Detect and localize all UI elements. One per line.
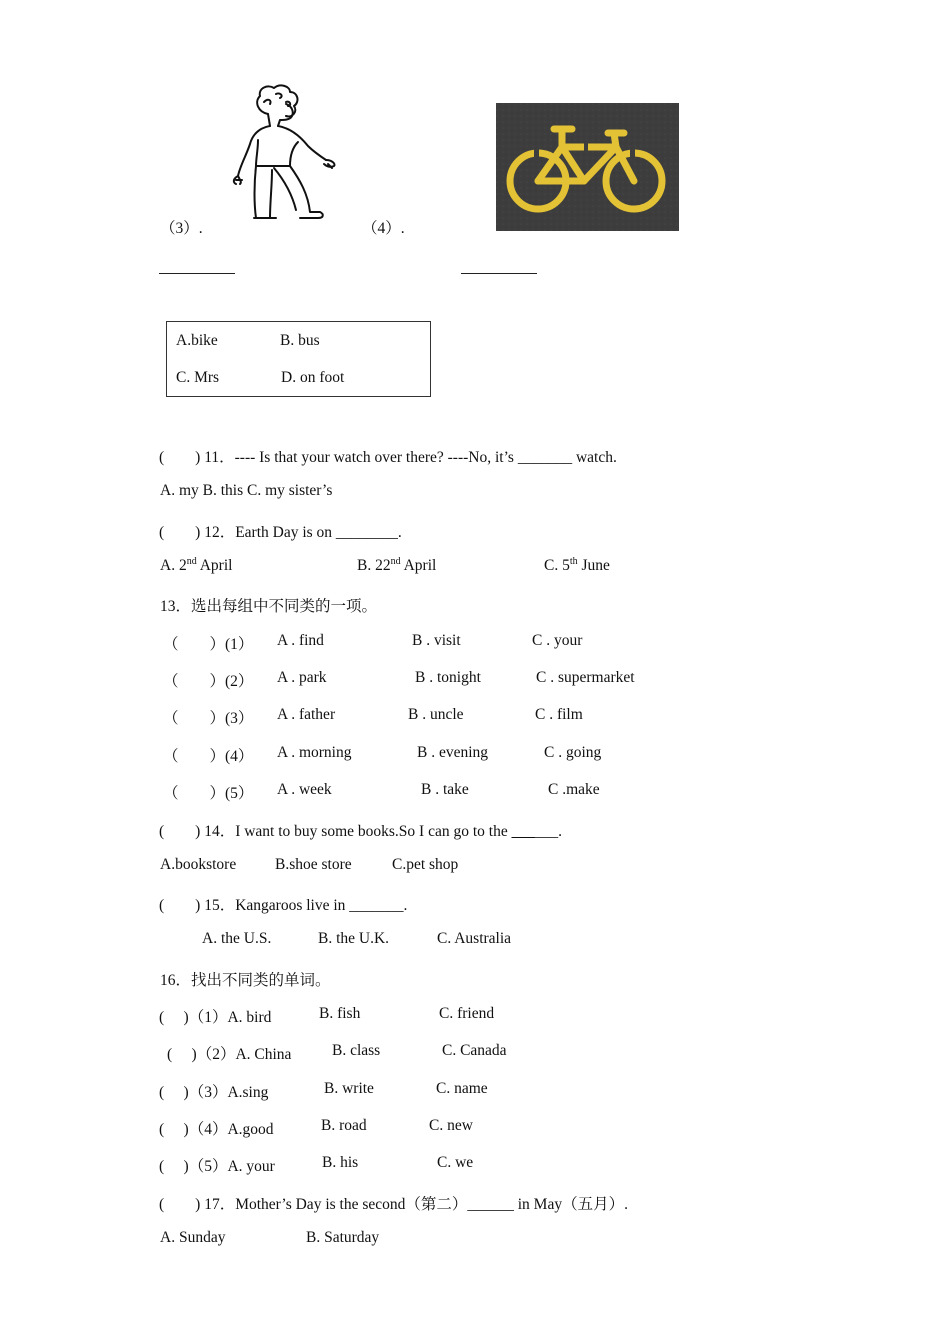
question-16-title: 16．找出不同类的单词。 xyxy=(160,972,331,989)
question-12: ( ) 12．Earth Day is on ________. xyxy=(159,524,402,541)
q14-option-a: A.bookstore xyxy=(160,856,237,873)
q13-row-4-paren: （ ）(4） xyxy=(163,748,254,765)
bike-sign-icon xyxy=(496,103,679,231)
q13-row-5-a: A . week xyxy=(277,781,332,798)
q16-row-1-a: ( )（1）A. bird xyxy=(159,1009,272,1026)
q16-row-2-c: C. Canada xyxy=(442,1042,507,1059)
q16-row-4-a: ( )（4）A.good xyxy=(159,1121,274,1138)
q15-option-a: A. the U.S. xyxy=(202,930,272,947)
question-13-title: 13．选出每组中不同类的一项。 xyxy=(160,598,378,615)
q13-row-2-a: A . park xyxy=(277,669,327,686)
q14-option-c: C.pet shop xyxy=(392,856,459,873)
q16-row-3-c: C. name xyxy=(436,1080,488,1097)
question-12-option-b: B. 22nd April xyxy=(357,556,437,574)
q4-label: （4）. xyxy=(362,220,405,237)
q13-row-3-c: C . film xyxy=(535,706,583,723)
walking-person-icon xyxy=(228,84,343,226)
question-12-option-c: C. 5th June xyxy=(544,556,610,574)
q13-row-3-a: A . father xyxy=(277,706,336,723)
q13-row-3-b: B . uncle xyxy=(408,706,464,723)
question-11: ( ) 11．---- Is that your watch over there? ----No, it’s _______ watch. xyxy=(159,449,617,466)
q13-row-1-c: C . your xyxy=(532,632,583,649)
q17-option-b: B. Saturday xyxy=(306,1229,380,1246)
option-a-bike: A.bike xyxy=(176,332,218,349)
q16-row-2-b: B. class xyxy=(332,1042,381,1059)
q13-row-5-b: B . take xyxy=(421,781,469,798)
question-17: ( ) 17．Mother’s Day is the second（第二）______ in May（五月）. xyxy=(159,1196,628,1213)
answer-blank-4[interactable] xyxy=(461,273,537,274)
question-11-options: A. my B. this C. my sister’s xyxy=(160,482,333,499)
q13-row-1-paren: （ ）(1） xyxy=(163,636,254,653)
q13-row-2-b: B . tonight xyxy=(415,669,481,686)
q16-row-1-b: B. fish xyxy=(319,1005,361,1022)
option-d-on-foot: D. on foot xyxy=(281,369,345,386)
q13-row-4-a: A . morning xyxy=(277,744,352,761)
q13-row-3-paren: （ ）(3） xyxy=(163,710,254,727)
q14-blank: ___ xyxy=(511,823,535,840)
option-b-bus: B. bus xyxy=(280,332,320,349)
q17-option-a: A. Sunday xyxy=(160,1229,226,1246)
question-12-option-a: A. 2nd April xyxy=(160,556,233,574)
q3-label: （3）. xyxy=(160,220,203,237)
q13-row-4-b: B . evening xyxy=(417,744,489,761)
q13-row-2-paren: （ ）(2） xyxy=(163,673,254,690)
q16-row-5-a: ( )（5）A. your xyxy=(159,1158,275,1175)
q16-row-5-b: B. his xyxy=(322,1154,359,1171)
q13-row-1-b: B . visit xyxy=(412,632,461,649)
q16-row-4-c: C. new xyxy=(429,1117,473,1134)
q13-row-1-a: A . find xyxy=(277,632,324,649)
q16-row-2-a: ( )（2）A. China xyxy=(167,1046,292,1063)
q16-row-3-b: B. write xyxy=(324,1080,374,1097)
q16-row-1-c: C. friend xyxy=(439,1005,495,1022)
q16-row-3-a: ( )（3）A.sing xyxy=(159,1084,269,1101)
q13-row-4-c: C . going xyxy=(544,744,602,761)
q13-row-5-paren: （ ）(5） xyxy=(163,785,254,802)
q15-option-b: B. the U.K. xyxy=(318,930,390,947)
q16-row-5-c: C. we xyxy=(437,1154,474,1171)
q13-row-5-c: C .make xyxy=(548,781,600,798)
answer-blank-3[interactable] xyxy=(159,273,235,274)
q14-option-b: B.shoe store xyxy=(275,856,352,873)
q15-option-c: C. Australia xyxy=(437,930,512,947)
q16-row-4-b: B. road xyxy=(321,1117,367,1134)
q13-row-2-c: C . supermarket xyxy=(536,669,635,686)
option-c-mrs: C. Mrs xyxy=(176,369,220,386)
question-14: ( ) 14．I want to buy some books.So I can go to the ______. xyxy=(159,823,562,840)
question-15: ( ) 15．Kangaroos live in _______. xyxy=(159,897,408,914)
